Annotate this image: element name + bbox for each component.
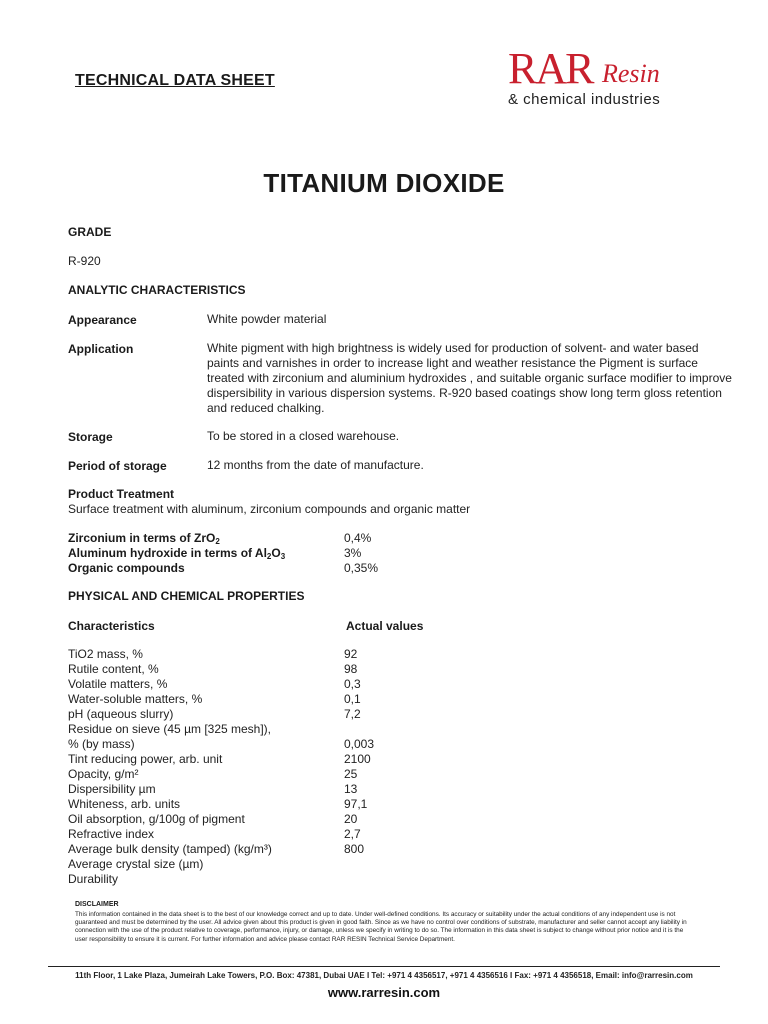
footer-website-link[interactable]: www.rarresin.com [327, 985, 441, 1000]
property-name: Refractive index [68, 827, 155, 841]
company-logo [508, 45, 718, 115]
application-value: White pigment with high brightness is widely used for production of solvent- and water based paints and varnishes in order to increase light and weather resistance the Pigment is surface treated with zirconium and aluminium hydroxides , and suitable organic surface modifier to improve dispersibility in various dispersion systems. R-920 based coatings show long term gloss retention and reduced chalking. [207, 341, 732, 415]
zirconium-label [68, 531, 220, 546]
document-type-title: TECHNICAL DATA SHEET [75, 72, 275, 89]
footer-contact-info: 11th Floor, 1 Lake Plaza, Jumeirah Lake Towers, P.O. Box: 47381, Dubai UAE I Tel: +971 4 4356517, +971 4 4356516 I Fax: +971 4 4356518, Email: info@rarresin.com [75, 971, 693, 980]
zirconium-label-text: Zirconium in terms of ZrO [68, 531, 216, 545]
physical-heading: PHYSICAL AND CHEMICAL PROPERTIES [68, 589, 305, 603]
aluminum-value: 3% [344, 546, 362, 560]
property-name: % (by mass) [68, 737, 135, 751]
application-label: Application [68, 342, 134, 356]
grade-value: R-920 [68, 254, 101, 268]
property-value: 97,1 [344, 797, 368, 811]
characteristics-column-header: Characteristics [68, 619, 155, 633]
property-row [68, 737, 468, 752]
property-name: Tint reducing power, arb. unit [68, 752, 223, 766]
property-name: Volatile matters, % [68, 677, 168, 691]
aluminum-subscript-2: 3 [280, 552, 286, 561]
footer-divider [48, 966, 720, 967]
disclaimer-heading: DISCLAIMER [75, 901, 119, 908]
property-row [68, 872, 468, 887]
organic-label: Organic compounds [68, 561, 185, 575]
property-row [68, 797, 468, 812]
disclaimer-text: This information contained in the data sheet is to the best of our knowledge correct and up to date. Under well-defined conditions. Its accuracy or suitability under the actual conditions of any independent use is not guaranteed and must be determined by the user. All advice given about this product is given in good faith. Since as we have no control over conditions of substrate, manufacturer and seller cannot accept any liability in connection with the use of the product relative to coverage, performance, injury, or damage, unless we specify in writing to do so. The information in this data sheet is subject to change without prior notice and it is the user responsibility to ensure it is current. For further information and advice please contact RAR RESIN Technical Service Department. [75, 911, 687, 943]
product-title: TITANIUM DIOXIDE [263, 168, 505, 198]
property-row [68, 707, 468, 722]
property-value: 0,003 [344, 737, 375, 751]
aluminum-subscript-1: 2 [266, 552, 272, 561]
property-name: pH (aqueous slurry) [68, 707, 174, 721]
property-value: 13 [344, 782, 358, 796]
product-treatment-description: Surface treatment with aluminum, zirconium compounds and organic matter [68, 502, 471, 516]
aluminum-label-mid: O [271, 546, 281, 560]
grade-heading: GRADE [68, 225, 112, 239]
property-row [68, 812, 468, 827]
property-value: 7,2 [344, 707, 361, 721]
period-of-storage-label: Period of storage [68, 459, 167, 473]
property-value: 25 [344, 767, 358, 781]
property-name: Dispersibility µm [68, 782, 156, 796]
zirconium-value: 0,4% [344, 531, 372, 545]
aluminum-label [68, 546, 285, 561]
property-row [68, 677, 468, 692]
storage-label: Storage [68, 430, 113, 444]
property-name: Rutile content, % [68, 662, 159, 676]
property-name: Average crystal size (µm) [68, 857, 204, 871]
property-name: Average bulk density (tamped) (kg/m³) [68, 842, 272, 856]
actual-values-column-header: Actual values [346, 619, 424, 633]
property-value: 0,1 [344, 692, 361, 706]
logo-brand: RAR [508, 44, 593, 93]
property-value: 92 [344, 647, 358, 661]
property-value: 2,7 [344, 827, 361, 841]
property-value: 2100 [344, 752, 371, 766]
period-of-storage-value: 12 months from the date of manufacture. [207, 458, 424, 472]
property-value: 20 [344, 812, 358, 826]
property-row [68, 767, 468, 782]
appearance-value: White powder material [207, 312, 327, 326]
property-row [68, 722, 468, 737]
logo-brand-suffix: Resin [602, 59, 660, 88]
properties-list [68, 647, 468, 887]
property-name: Durability [68, 872, 119, 886]
analytic-heading: ANALYTIC CHARACTERISTICS [68, 283, 246, 297]
property-name: Opacity, g/m² [68, 767, 139, 781]
property-row [68, 827, 468, 842]
property-row [68, 752, 468, 767]
zirconium-subscript: 2 [215, 537, 220, 546]
property-name: TiO2 mass, % [68, 647, 143, 661]
property-name: Water-soluble matters, % [68, 692, 203, 706]
property-row [68, 782, 468, 797]
appearance-label: Appearance [68, 313, 137, 327]
property-value: 98 [344, 662, 358, 676]
property-row [68, 647, 468, 662]
property-value: 800 [344, 842, 365, 856]
storage-value: To be stored in a closed warehouse. [207, 429, 400, 443]
product-treatment-heading: Product Treatment [68, 487, 175, 501]
property-row [68, 842, 468, 857]
property-name: Oil absorption, g/100g of pigment [68, 812, 245, 826]
property-row [68, 692, 468, 707]
property-name: Whiteness, arb. units [68, 797, 181, 811]
property-row [68, 857, 468, 872]
property-name: Residue on sieve (45 µm [325 mesh]), [68, 722, 272, 736]
property-row [68, 662, 468, 677]
property-value: 0,3 [344, 677, 361, 691]
organic-value: 0,35% [344, 561, 379, 575]
logo-tagline: & chemical industries [508, 91, 661, 108]
aluminum-label-text: Aluminum hydroxide in terms of Al [68, 546, 267, 560]
